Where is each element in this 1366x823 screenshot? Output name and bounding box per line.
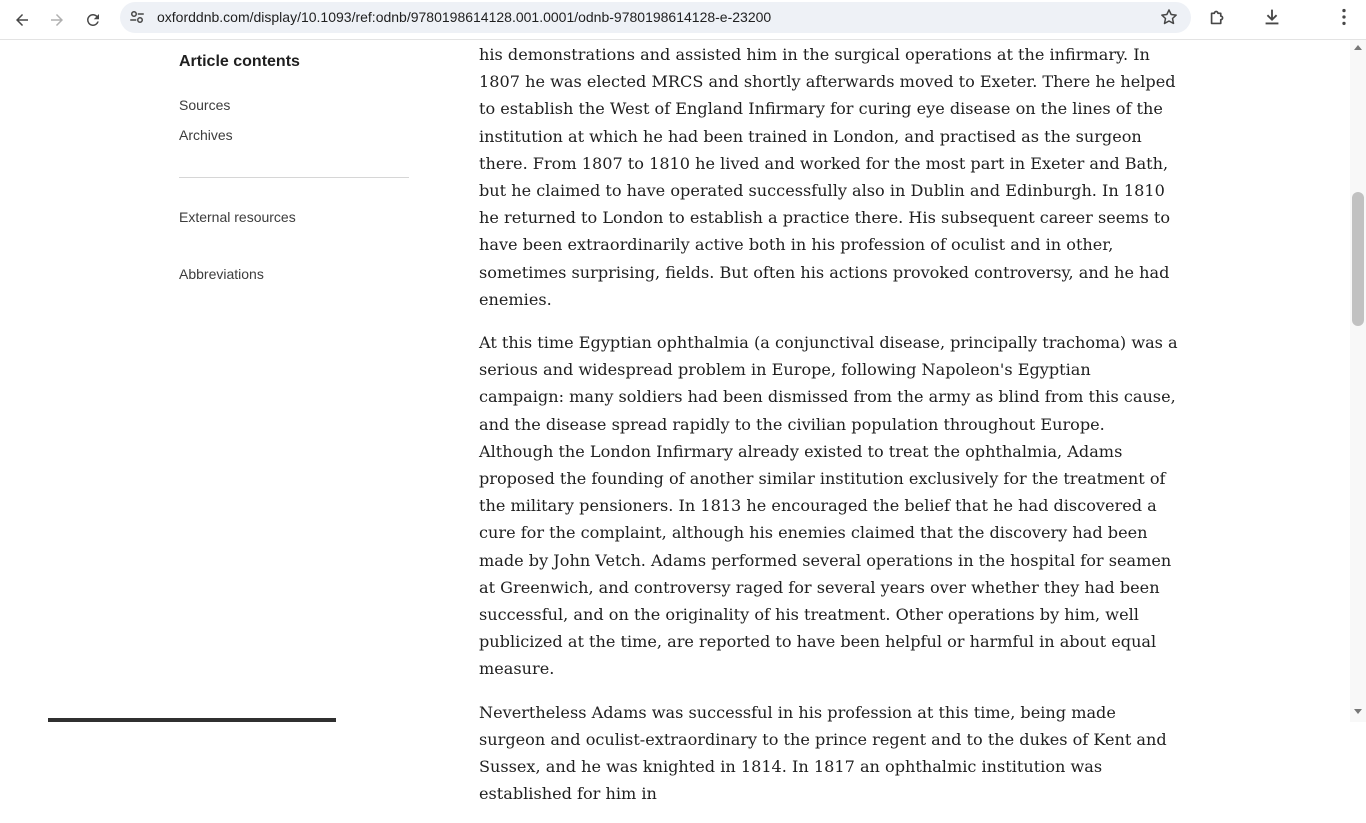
scroll-down-arrow-icon[interactable] bbox=[1354, 709, 1362, 714]
extensions-icon[interactable] bbox=[1207, 6, 1229, 28]
back-button[interactable] bbox=[6, 4, 38, 36]
article-body bbox=[479, 40, 1179, 823]
sidebar-item-archives[interactable]: Archives bbox=[179, 127, 233, 143]
browser-toolbar bbox=[0, 0, 1366, 40]
site-info-icon[interactable] bbox=[128, 8, 146, 26]
forward-arrow-icon bbox=[48, 11, 66, 29]
profile-avatar[interactable] bbox=[1291, 2, 1325, 33]
sidebar-title: Article contents bbox=[179, 53, 300, 70]
article-paragraph: his demonstrations and assisted him in the surgical operations at the infirmary. In 1807 he was elected MRCS and shortly afterwards moved to Exeter. There he helped to establish the West of England Infirmary for curing eye disease on the lines of the institution at which he had been trained in London, and practised as the surgeon there. From 1807 to 1810 he lived and worked for the most part in Exeter and Bath, but he claimed to have operated successfully also in Dublin and Edinburgh. In 1810 he returned to London to establish a practice there. His subsequent career seems to have been extraordinarily active both in his profession of oculist and in other, sometimes surprising, fields. But often his actions provoked controversy, and he had enemies. bbox=[479, 45, 1176, 309]
sidebar-item-external-resources[interactable]: External resources bbox=[179, 209, 296, 225]
sidebar-item-abbreviations[interactable]: Abbreviations bbox=[179, 266, 264, 282]
url-text[interactable]: oxforddnb.com/display/10.1093/ref:odnb/9780198614128.001.0001/odnb-9780198614128-e-23200 bbox=[157, 9, 772, 25]
back-arrow-icon bbox=[13, 11, 31, 29]
horizontal-scrollbar-thumb[interactable] bbox=[48, 718, 336, 722]
reload-button[interactable] bbox=[77, 4, 109, 36]
reload-icon bbox=[84, 11, 102, 29]
menu-dots-icon[interactable] bbox=[1333, 6, 1355, 28]
article-paragraph: Nevertheless Adams was successful in his profession at this time, being made surgeon and oculist-extraordinary to the prince regent and to the dukes of Kent and Sussex, and he was knighted in 1814. In 1817 an ophthalmic institution was established for him in bbox=[479, 702, 1167, 804]
sidebar-divider bbox=[179, 177, 409, 178]
sidebar-item-sources[interactable]: Sources bbox=[179, 97, 231, 113]
forward-button[interactable] bbox=[41, 4, 73, 36]
scroll-up-arrow-icon[interactable] bbox=[1354, 45, 1362, 50]
article-paragraph: At this time Egyptian ophthalmia (a conjunctival disease, principally trachoma) was a serious and widespread problem in Europe, following Napoleon's Egyptian campaign: many soldiers had been dismissed from the army as blind from this cause, and the disease spread rapidly to the civilian population throughout Europe. Although the London Infirmary already existed to treat the ophthalmia, Adams proposed the founding of another similar institution exclusively for the treatment of the military pensioners. In 1813 he encouraged the belief that he had discovered a cure for the complaint, although his enemies claimed that the discovery had been made by John Vetch. Adams performed several operations in the hospital for seamen at Greenwich, and controversy raged for several years over whether they had been successful, and on the originality of his treatment. Other operations by him, well publicized at the time, are reported to have been helpful or harmful in about equal measure. bbox=[479, 333, 1178, 679]
download-icon[interactable] bbox=[1261, 6, 1283, 28]
address-bar[interactable] bbox=[120, 2, 1191, 33]
scrollbar-thumb[interactable] bbox=[1352, 192, 1364, 326]
bookmark-star-icon[interactable] bbox=[1159, 7, 1179, 27]
vertical-scrollbar[interactable] bbox=[1350, 40, 1366, 722]
